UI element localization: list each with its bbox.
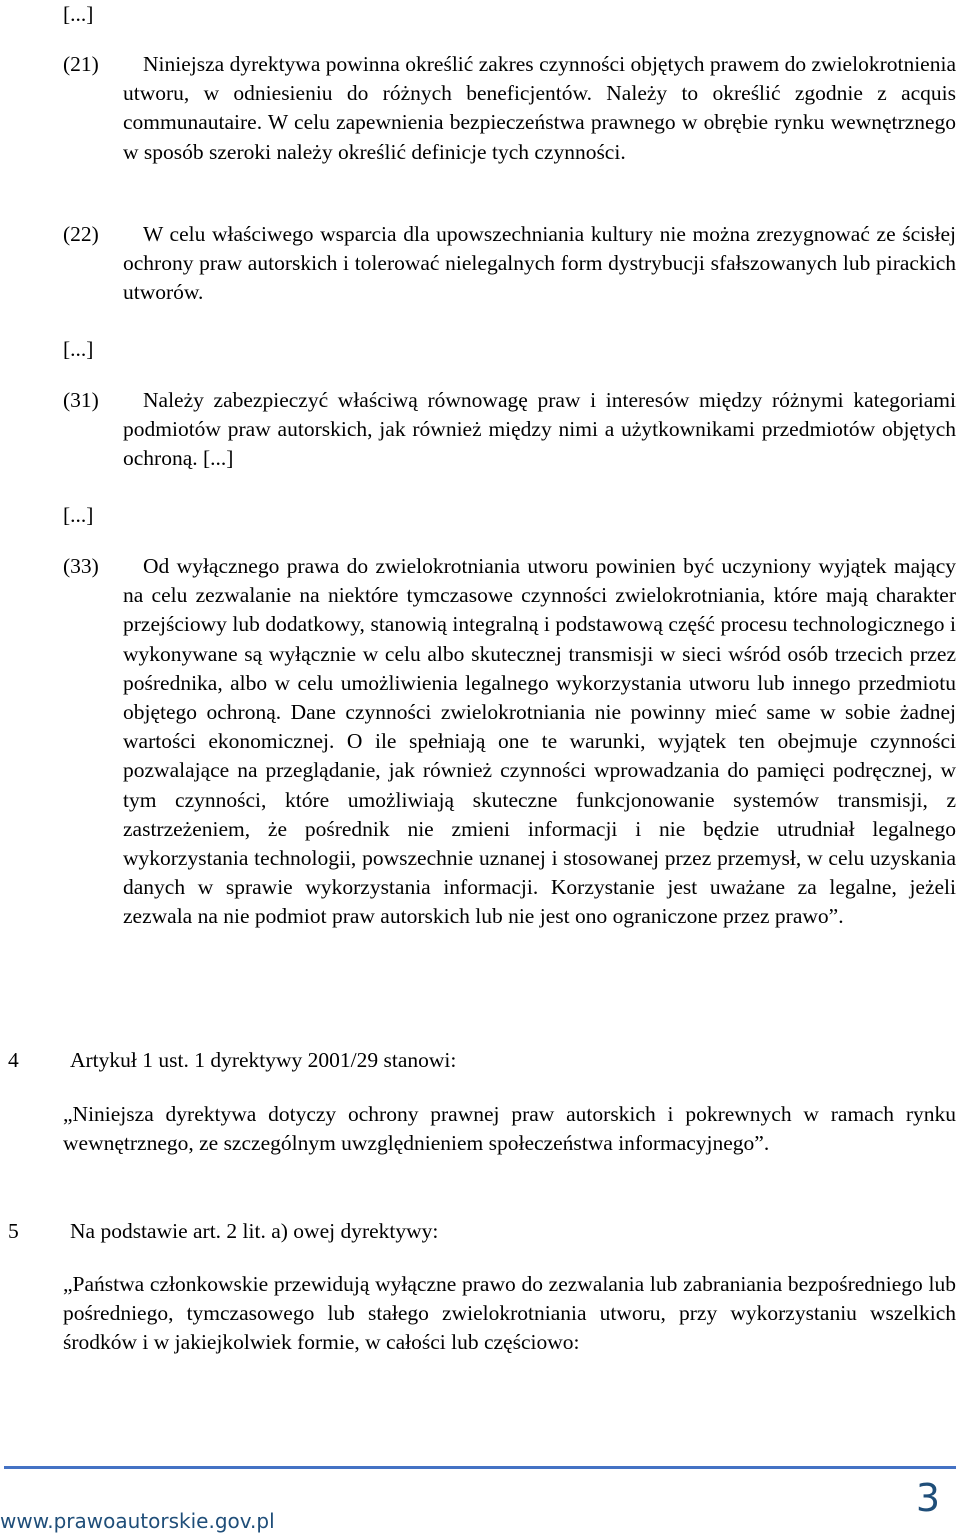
quotation-article-2: „Państwa członkowskie przewidują wyłączne prawo do zezwalania lub zabraniania bezpośredniego lub pośredniego, tymczasowego lub stałego zwielokrotniania utworu, przy wykorzystaniu wszelkich środków i w jakiejkolwiek formie, w całości lub częściowo:: [63, 1272, 956, 1355]
omission-marker: [...]: [63, 337, 94, 361]
recital-33: [63, 552, 956, 1022]
recital-number: (21): [63, 52, 99, 76]
recital-text: Niniejsza dyrektywa powinna określić zakres czynności objętych prawem do zwielokrotnienia utworu, w odniesieniu do różnych beneficjentów. Należy to określić zgodnie z acquis communautaire. W celu zapewnienia bezpieczeństwa prawnego w obrębie rynku wewnętrznego w sposób szeroki należy określić definicje tych czynności.: [123, 52, 956, 164]
paragraph-number: 5: [8, 1219, 19, 1243]
paragraph-number: 4: [8, 1048, 19, 1072]
page-number: 3: [915, 1476, 940, 1520]
quotation-article-1: „Niniejsza dyrektywa dotyczy ochrony prawnej praw autorskich i pokrewnych w ramach rynku wewnętrznego, ze szczególnym uwzględnieniem społeczeństwa informacyjnego”.: [63, 1102, 956, 1156]
recital-number: (33): [63, 554, 99, 578]
recital-text: W celu właściwego wsparcia dla upowszechniania kultury nie można zrezygnować ze ścisłej ochrony praw autorskich i tolerować nielegalnych form dystrybucji sfałszowanych lub pirackich utworów.: [123, 222, 956, 305]
footer-divider: [4, 1466, 956, 1469]
omission-marker: [...]: [63, 2, 94, 26]
recital-31: [63, 386, 956, 476]
recital-number: (31): [63, 388, 99, 412]
recital-22: [63, 220, 956, 310]
recital-text: Należy zabezpieczyć właściwą równowagę praw i interesów między różnymi kategoriami podmiotów praw autorskich, jak również między nimi a użytkownikami przedmiotów objętych ochroną. [...]: [123, 388, 956, 471]
omission-marker: [...]: [63, 503, 94, 527]
recital-text: Od wyłącznego prawa do zwielokrotniania utworu powinien być uczyniony wyjątek mający na celu zezwalanie na niektóre tymczasowe czynności zwielokrotniania, które mają charakter przejściowy lub dodatkowy, stanowią integralną i podstawową część procesu technologicznego i wykonywane są wyłącznie w celu albo skutecznej transmisji w sieci wśród osób trzecich przez pośrednika, albo w celu umożliwienia legalnego wykorzystania utworu lub innego przedmiotu objętego ochroną. Dane czynności zwielokrotniania nie powinny mieć same w sobie żadnej wartości ekonomicznej. O ile spełniają one te warunki, wyjątek ten obejmuje czynności pozwalające na przeglądanie, jak również czynności wprowadzania do pamięci podręcznej, w tym czynności, które umożliwiają skuteczne funkcjonowanie systemów transmisji, z zastrzeżeniem, że pośrednik nie zmieni informacji i nie będzie utrudniał legalnego wykorzystania technologii, powszechnie uznanej i stosowanej przez przemysł, w celu uzyskania danych w sprawie wykorzystania informacji. Korzystanie jest uważane za legalne, jeżeli zezwala na nie podmiot praw autorskich lub nie jest ono ograniczone przez prawo”.: [123, 554, 956, 929]
footer-website-link[interactable]: www.prawoautorskie.gov.pl: [0, 1509, 275, 1533]
recital-number: (22): [63, 222, 99, 246]
paragraph-heading: Na podstawie art. 2 lit. a) owej dyrektywy:: [70, 1219, 439, 1243]
paragraph-heading: Artykuł 1 ust. 1 dyrektywy 2001/29 stanowi:: [70, 1048, 457, 1072]
recital-21: [63, 50, 956, 200]
